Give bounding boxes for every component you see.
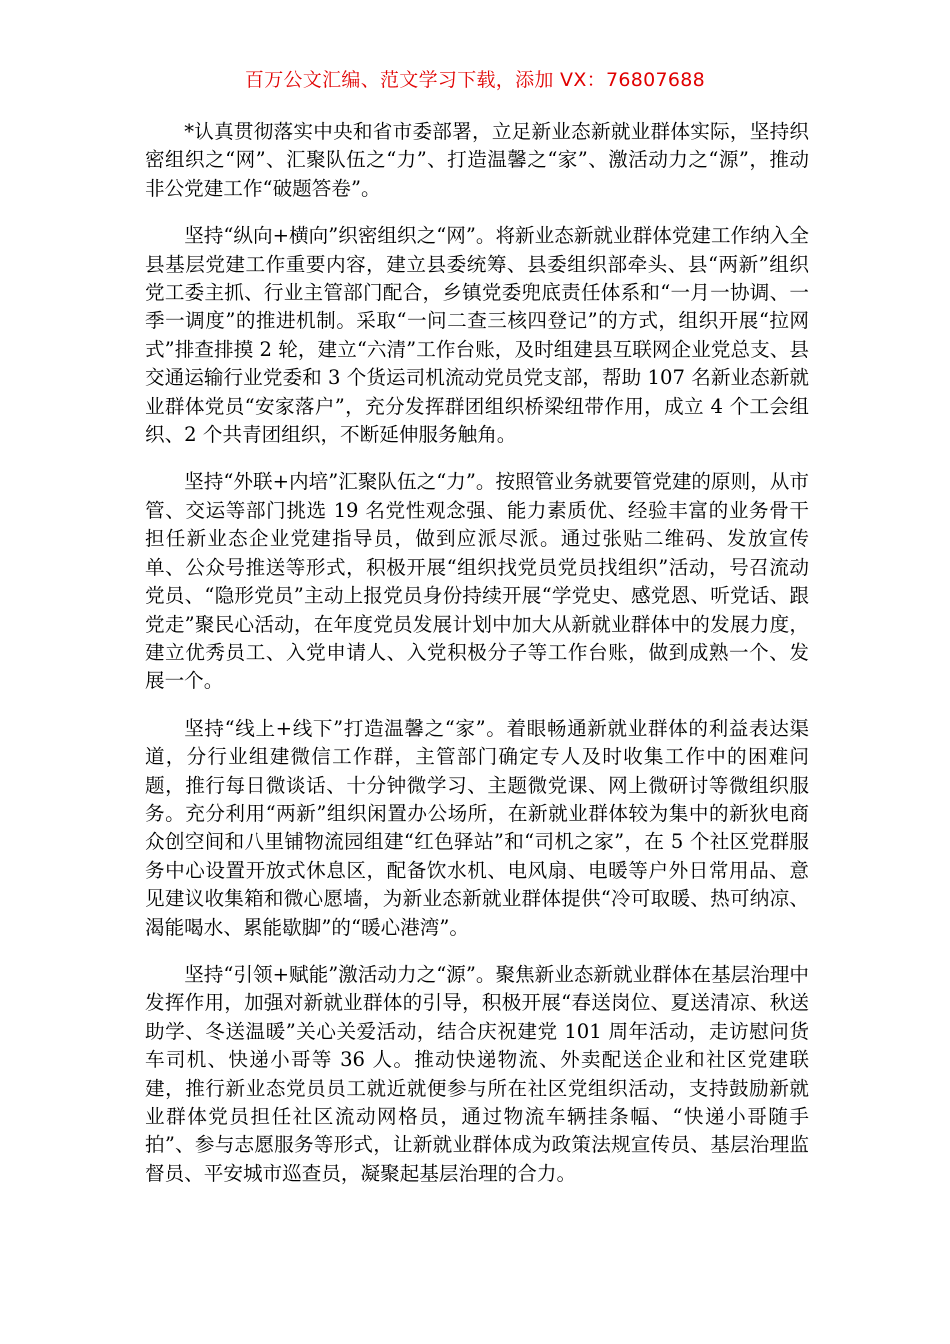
document-body (145, 118, 809, 1207)
paragraph-intro: *认真贯彻落实中央和省市委部署，立足新业态新就业群体实际，坚持织密组织之“网”、汇聚队伍之“力”、打造温馨之“家”、激活动力之“源”，推动非公党建工作“破题答卷”。 (145, 120, 809, 200)
paragraph-source: 坚持“引领+赋能”激活动力之“源”。聚焦新业态新就业群体在基层治理中发挥作用，加强对新就业群体的引导，积极开展“春送岗位、夏送清凉、秋送助学、冬送温暖”关心关爱活动，结合庆祝建党 101 周年活动，走访慰问货车司机、快递小哥等 36 人。推动快递物流、外卖配送企业和社区党建联建，推行新业态党员员工就近就便参与所在社区党组织活动，支持鼓励新就业群体党员担任社区流动网格员，通过物流车辆挂条幅、“快递小哥随手拍”、参与志愿服务等形式，让新就业群体成为政策法规宣传员、基层治理监督员、平安城市巡查员，凝聚起基层治理的合力。 (145, 962, 809, 1185)
paragraph-network: 坚持“纵向+横向”织密组织之“网”。将新业态新就业群体党建工作纳入全县基层党建工作重要内容，建立县委统筹、县委组织部牵头、县“两新”组织党工委主抓、行业主管部门配合，乡镇党委兜底责任体系和“一月一协调、一季一调度”的推进机制。采取“一问二查三核四登记”的方式，组织开展“拉网式”排查排摸 2 轮，建立“六清”工作台账，及时组建县互联网企业党总支、县交通运输行业党委和 3 个货运司机流动党员党支部，帮助 107 名新业态新就业群体党员“安家落户”，充分发挥群团组织桥梁纽带作用，成立 4 个工会组织、2 个共青团组织，不断延伸服务触角。 (145, 224, 809, 447)
header-banner: 百万公文汇编、范文学习下载，添加 VX：76807688 (244, 69, 706, 91)
paragraph-team: 坚持“外联+内培”汇聚队伍之“力”。按照管业务就要管党建的原则，从市管、交运等部门挑选 19 名党性观念强、能力素质优、经验丰富的业务骨干担任新业态企业党建指导员，做到应派尽派。通过张贴二维码、发放宣传单、公众号推送等形式，积极开展“组织找党员党员找组织”活动，号召流动党员、“隐形党员”主动上报党员身份持续开展“学党史、感党恩、听党话、跟党走”聚民心活动，在年度党员发展计划中加大从新就业群体中的发展力度，建立优秀员工、入党申请人、入党积极分子等工作台账，做到成熟一个、发展一个。 (145, 470, 809, 693)
paragraph-home: 坚持“线上+线下”打造温馨之“家”。着眼畅通新就业群体的利益表达渠道，分行业组建微信工作群，主管部门确定专人及时收集工作中的困难问题，推行每日微谈话、十分钟微学习、主题微党课、网上微研讨等微组织服务。充分利用“两新”组织闲置办公场所，在新就业群体较为集中的新狄电商众创空间和八里铺物流园组建“红色驿站”和“司机之家”，在 5 个社区党群服务中心设置开放式休息区，配备饮水机、电风扇、电暖等户外日常用品、意见建议收集箱和微心愿墙，为新业态新就业群体提供“冷可取暖、热可纳凉、渴能喝水、累能歇脚”的“暖心港湾”。 (145, 716, 809, 939)
